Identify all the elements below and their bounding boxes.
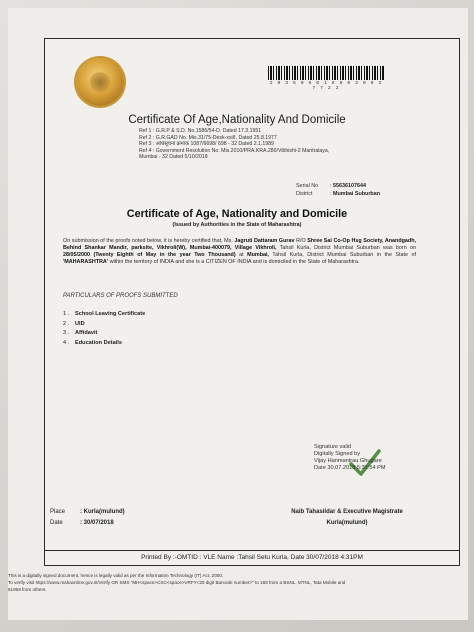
reference-line: Ref 1 : G.R.P & S.D. No.1586/54-D. Dated 17.3.1951	[139, 128, 262, 134]
proof-label: Affidavit	[75, 330, 98, 337]
serial-number: 55636107644	[333, 183, 366, 189]
proof-number: 1 .	[63, 311, 70, 317]
digital-signature	[314, 444, 386, 472]
proof-label: Education Details	[75, 339, 122, 346]
officer-place: Kurla(mulund)	[326, 519, 368, 526]
signature-date: Date 30.07.2018 5:31:54 PM	[314, 465, 386, 471]
date-of-birth: 28/05/2000 (Twenty Eighth of May in the year Two Thousand)	[63, 251, 236, 258]
proof-number: 4 .	[63, 339, 70, 346]
serial-block: Serial No : 55636107644 District : Mumbai Suburban	[296, 183, 381, 197]
certificate-subtitle: (Issued by Authorities in the State of Maharashtra)	[172, 222, 302, 228]
date-label: Date	[50, 519, 63, 526]
proof-label: School Leaving Certificate	[75, 311, 146, 317]
proof-item	[63, 320, 145, 330]
issuing-officer	[262, 507, 432, 528]
proofs-list	[63, 310, 145, 348]
footer-line: To verify visit https://www.mahaonline.gov.in/Verify OR SMS "MH<space>CSC<space>VRFY<20 digit Barcode number>" to 168 from a BSNL, MTNL, Tata Mobile and	[8, 580, 346, 586]
statement-text: Tahsil Kurla, District Mumbai Suburban was born on	[279, 244, 416, 251]
printed-by-line: Printed By :-OMTID : VLE Name :Tahsil Setu Kurla, Date 30/07/2018 4:31PM	[44, 550, 460, 561]
place-label: Place	[50, 509, 66, 515]
reference-list	[139, 128, 399, 161]
proof-item	[63, 329, 145, 339]
reference-line: Ref 3 : अधिसूचना क्रमांक 1087/6698/ 698 - 32 Dated 2.1.1989	[139, 141, 274, 148]
proof-label: UID	[75, 320, 85, 327]
footer-line: This is a digitally signed document, hence is legally valid as per the Information Technology (IT) Act, 2000.	[8, 573, 224, 578]
holder-address: Shree Sai Co-Op Hsg Society, Anandgadh, Behind Shankar Mandir, parksite, Vikhroli(W), Mumbai-400079, Village Vikhroli,	[63, 238, 417, 251]
signer-name: Vijay Hanmantrau Ghugare	[314, 458, 382, 464]
government-seal-icon	[76, 58, 124, 106]
footer-line: 51969 from others.	[8, 587, 47, 593]
certificate-title: Certificate of Age, Nationality and Domicile	[126, 208, 348, 220]
barcode	[268, 66, 384, 80]
state-name: 'MAHARASHTRA'	[63, 258, 109, 265]
reference-line: Ref 2 : G.R.GAD No. Mis.31/75-Desk-xxiII, Dated 25.8.1977	[139, 134, 277, 141]
proof-item	[63, 339, 145, 349]
place-value: : Kurla(mulund)	[80, 509, 125, 515]
district-label: District	[296, 191, 313, 197]
statement-text: R/O	[296, 238, 306, 244]
signature-status: Signature valid	[314, 444, 352, 450]
serial-label: Serial No	[296, 183, 319, 189]
statement-text: at	[239, 251, 244, 258]
statement-text: On submission of the proofs noted below, it is hereby certified that, Ms.	[63, 238, 233, 244]
signature-line: Digitally Signed by	[314, 451, 361, 457]
certification-statement	[63, 238, 416, 266]
proof-item	[63, 310, 145, 320]
proofs-heading: PARTICULARS OF PROOFS SUBMITTED	[63, 293, 178, 299]
statement-text: Tahsil Kurla, District Mumbai Suburban in the State of	[272, 251, 417, 258]
reference-line: Mumbai - 32 Dated 5/10/2018	[139, 154, 208, 161]
proof-number: 2 .	[63, 320, 70, 327]
place-date-block	[50, 507, 125, 528]
holder-name: Jagruti Dattaram Gurav	[234, 238, 295, 244]
birth-place: Mumbai,	[247, 251, 269, 258]
officer-title: Naib Tahasildar & Executive Magistrate	[291, 509, 403, 515]
barcode-number: 2 0 3 5 0 6 0 1 8 0 0 3 0 0 3 7 7 2 2	[269, 81, 383, 91]
reference-line: Ref 4 : Government Resolution No. Mis.2010/PRA.KRA.280/Vibhishi-2 Mantralaya,	[139, 147, 330, 154]
district-value: Mumbai Suburban	[333, 191, 381, 197]
statement-text: within the territory of INDIA and she is a CITIZEN OF INDIA and is domiciled in the State of Maharashtra.	[109, 258, 360, 265]
date-value: : 30/07/2018	[80, 519, 114, 526]
certificate-heading: Certificate Of Age,Nationality And Domicile	[128, 114, 346, 126]
proof-number: 3 .	[63, 330, 70, 337]
verification-footer	[8, 572, 468, 594]
